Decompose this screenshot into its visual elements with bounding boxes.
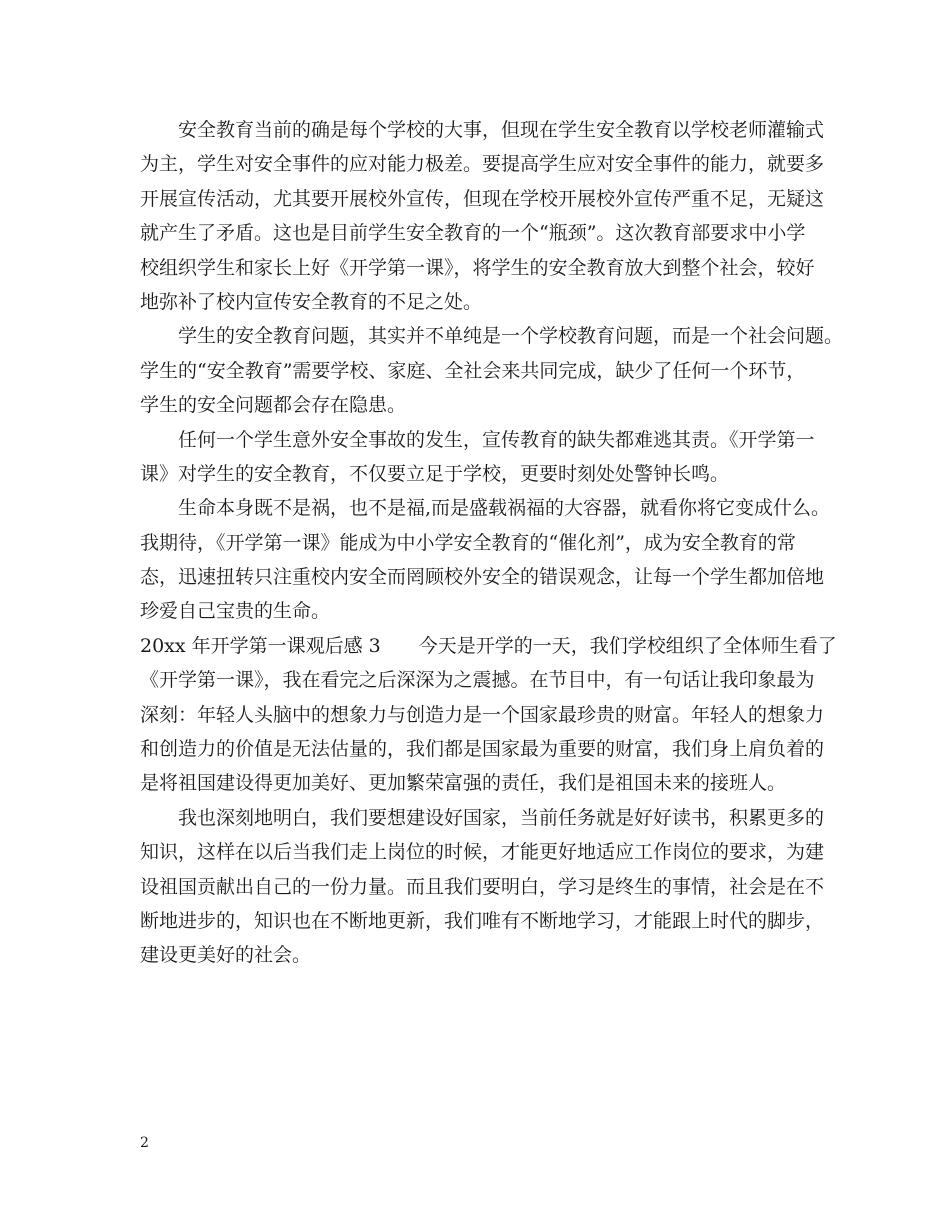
text-line: 开展宣传活动，尤其要开展校外宣传，但现在学校开展校外宣传严重不足，无疑这 (140, 187, 825, 210)
section-heading-line (140, 629, 837, 663)
text-line: 就产生了矛盾。这也是目前学生安全教育的一个“瓶颈”。这次教育部要求中小学 (140, 222, 806, 245)
text-line: 和创造力的价值是无法估量的，我们都是国家最为重要的财富，我们身上肩负着的 (140, 738, 825, 761)
text-line: 态，迅速扭转只注重校内安全而罔顾校外安全的错误观念，让每一个学生都加倍地 (140, 566, 825, 589)
text-line: 建设更美好的社会。 (140, 944, 312, 967)
text-line: 学生的安全问题都会存在隐患。 (140, 394, 407, 417)
text-line: 任何一个学生意外安全事故的发生，宣传教育的缺失都难逃其责。《开学第一 (178, 428, 815, 451)
text-line: 断地进步的，知识也在不断地更新，我们唯有不断地学习，才能跟上时代的脚步， (140, 909, 825, 932)
text-line: 珍爱自己宝贵的生命。 (140, 600, 331, 623)
text-line: 《开学第一课》，我在看完之后深深为之震撼。在节目中，有一句话让我印象最为 (140, 669, 815, 692)
text-line: 为主，学生对安全事件的应对能力极差。要提高学生应对安全事件的能力，就要多 (140, 153, 825, 176)
text-line: 生命本身既不是祸，也不是福,而是盛载祸福的大容器，就看你将它变成什么。 (178, 497, 831, 520)
text-line: 学生的“安全教育”需要学校、家庭、全社会来共同完成，缺少了任何一个环节， (140, 359, 806, 382)
section-lead-text: 今天是开学的一天，我们学校组织了全体师生看了 (418, 634, 837, 657)
text-line: 地弥补了校内宣传安全教育的不足之处。 (140, 290, 483, 313)
text-line: 设祖国贡献出自己的一份力量。而且我们要明白，学习是终生的事情，社会是在不 (140, 875, 825, 898)
text-line: 我期待，《开学第一课》能成为中小学安全教育的“催化剂”，成为安全教育的常 (140, 531, 796, 554)
text-line: 我也深刻地明白，我们要想建设好国家，当前任务就是好好读书，积累更多的 (178, 806, 825, 829)
body-text (140, 113, 844, 973)
page-number: 2 (140, 1135, 149, 1151)
text-line: 学生的安全教育问题，其实并不单纯是一个学校教育问题，而是一个社会问题。 (178, 325, 844, 348)
text-line: 知识，这样在以后当我们走上岗位的时候，才能更好地适应工作岗位的要求，为建 (140, 841, 825, 864)
text-line: 深刻：年轻人头脑中的想象力与创造力是一个国家最珍贵的财富。年轻人的想象力 (140, 703, 825, 726)
text-line: 课》对学生的安全教育，不仅要立足于学校，更要时刻处处警钟长鸣。 (140, 462, 730, 485)
text-line: 是将祖国建设得更加美好、更加繁荣富强的责任，我们是祖国未来的接班人。 (140, 772, 787, 795)
section-title: 20xx 年开学第一课观后感 3 (140, 634, 381, 657)
text-line: 校组织学生和家长上好《开学第一课》，将学生的安全教育放大到整个社会，较好 (140, 256, 815, 279)
text-line: 安全教育当前的确是每个学校的大事，但现在学生安全教育以学校老师灌输式 (178, 119, 825, 141)
